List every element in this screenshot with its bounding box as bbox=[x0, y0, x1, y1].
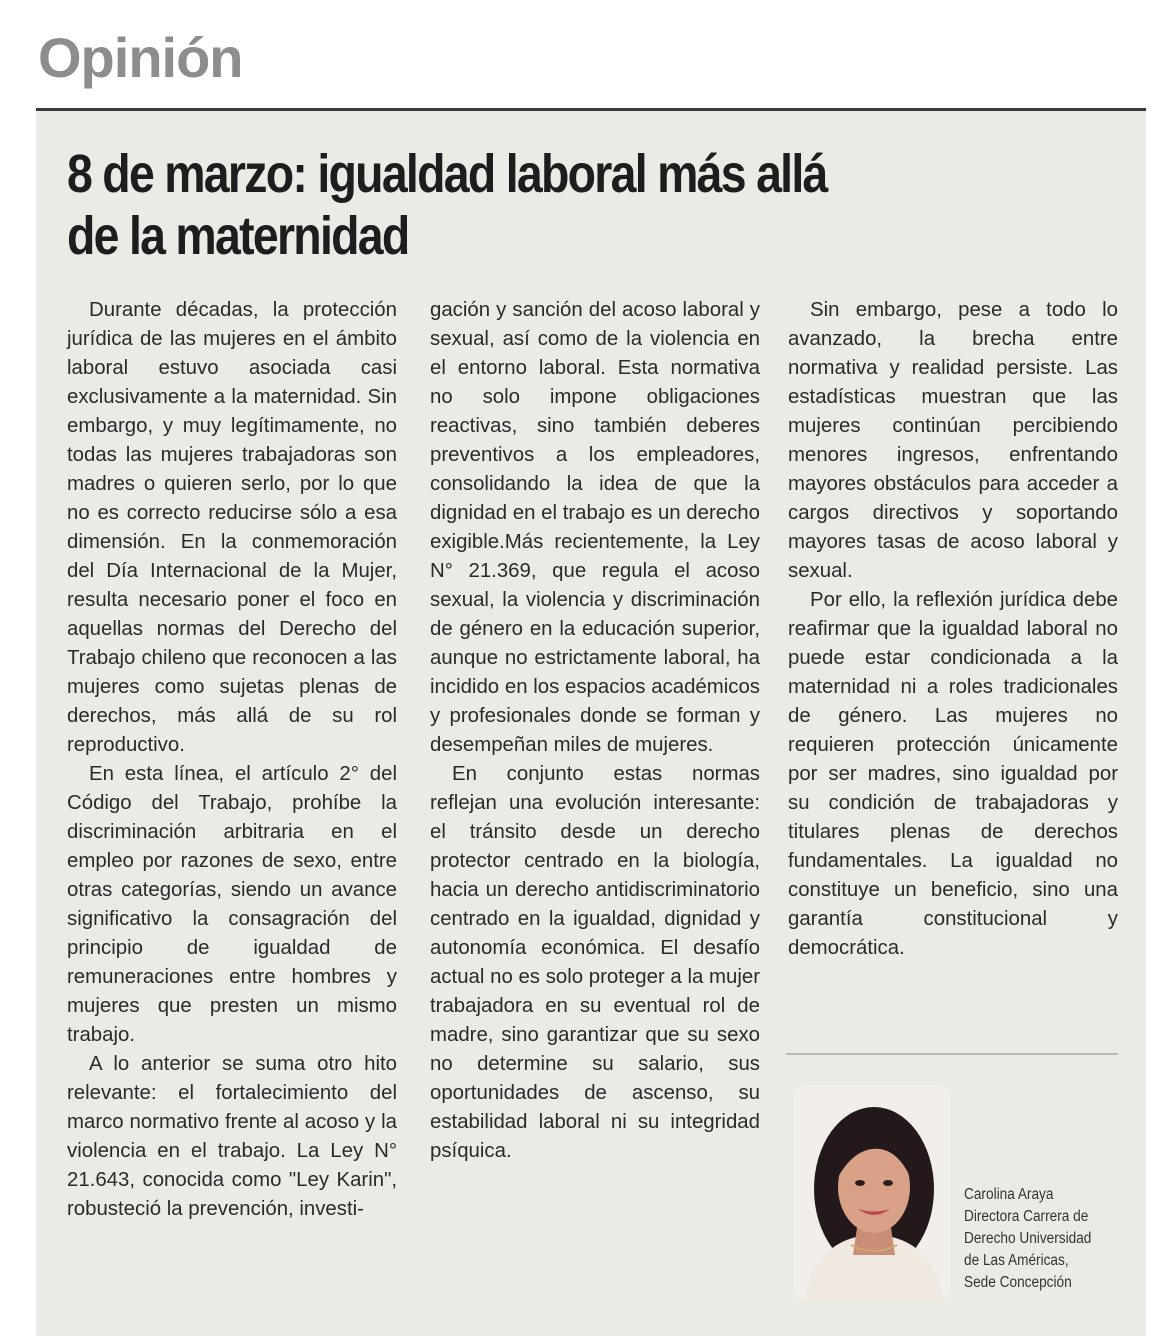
author-divider bbox=[786, 1053, 1118, 1055]
author-photo bbox=[794, 1085, 950, 1301]
author-role-line-2: Derecho Universidad bbox=[964, 1230, 1092, 1247]
article-panel bbox=[36, 108, 1146, 1336]
paragraph-1: Durante décadas, la protección jurídica de las mujeres en el ámbito laboral estuvo asociada casi exclusivamente a la maternidad. Sin embargo, y muy legítimamente, no todas las mujeres trabajadoras son madres o quieren serlo, por lo que no es correcto reducirse sólo a esa dimensión. En la conmemoración del Día Internacional de la Mujer, resulta necesario poner el foco en aquellas normas del Derecho del Trabajo chileno que reconocen a las mujeres como sujetas plenas de derechos, más allá de su rol reproductivo. bbox=[67, 299, 397, 756]
paragraph-3-continued: gación y sanción del acoso laboral y sexual, así como de la violencia en el entorno laboral. Esta normativa no solo impone obligaciones reactivas, sino también deberes preventivos a los empleadores, consolidando la idea de que la dignidad en el trabajo es un derecho exigible.Más recientemente, la Ley N° 21.369, que regula el acoso sexual, la violencia y discriminación de género en la educación superior, aunque no estrictamente laboral, ha incidido en los espacios académicos y profesionales donde se forman y desempeñan miles de mujeres. bbox=[430, 299, 760, 756]
author-role-line-4: Sede Concepción bbox=[964, 1274, 1072, 1291]
headline: 8 de marzo: igualdad laboral más allá de la maternidad bbox=[67, 144, 827, 266]
section-label: Opinión bbox=[38, 26, 243, 89]
article-column-1 bbox=[67, 296, 397, 1224]
author-name: Carolina Araya bbox=[964, 1186, 1054, 1203]
paragraph-2: En esta línea, el artículo 2° del Código del Trabajo, prohíbe la discriminación arbitraria en el empleo por razones de sexo, entre otras categorías, siendo un avance significativo la consagración del principio de igualdad de remuneraciones entre hombres y mujeres que presten un mismo trabajo. bbox=[67, 763, 397, 1046]
paragraph-4: En conjunto estas normas reflejan una evolución interesante: el tránsito desde un derecho protector centrado en la biología, hacia un derecho antidiscriminatorio centrado en la igualdad, dignidad y autonomía económica. El desafío actual no es solo proteger a la mujer trabajadora en su eventual rol de madre, sino garantizar que su sexo no determine su salario, sus oportunidades de ascenso, su estabilidad laboral ni su integridad psíquica. bbox=[430, 763, 760, 1162]
paragraph-5: Sin embargo, pese a todo lo avanzado, la brecha entre normativa y realidad persiste. Las estadísticas muestran que las mujeres continúan percibiendo menores ingresos, enfrentando mayores obstáculos para acceder a cargos directivos y soportando mayores tasas de acoso laboral y sexual. bbox=[788, 299, 1118, 582]
paragraph-3-start: A lo anterior se suma otro hito relevante: el fortalecimiento del marco normativo frente al acoso y la violencia en el trabajo. La Ley N° 21.643, conocida como "Ley Karin", robusteció la prevención, investi- bbox=[67, 1053, 397, 1220]
article-column-3 bbox=[788, 296, 1118, 963]
article-column-2 bbox=[430, 296, 760, 1166]
paragraph-6: Por ello, la reflexión jurídica debe reafirmar que la igualdad laboral no puede estar condicionada a la maternidad ni a roles tradicionales de género. Las mujeres no requieren protección únicamente por ser madres, sino igualdad por su condición de trabajadoras y titulares plenas de derechos fundamentales. La igualdad no constituye un beneficio, sino una garantía constitucional y democrática. bbox=[788, 589, 1118, 959]
author-byline bbox=[964, 1184, 1114, 1294]
author-role-line-1: Directora Carrera de bbox=[964, 1208, 1089, 1225]
author-portrait-illustration bbox=[794, 1085, 950, 1301]
author-role-line-3: de Las Américas, bbox=[964, 1252, 1069, 1269]
